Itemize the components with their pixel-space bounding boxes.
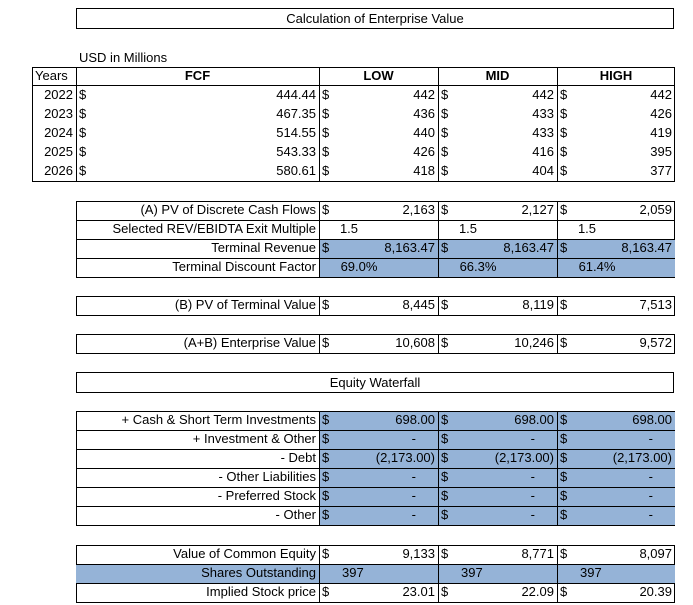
waterfall-mid: - — [530, 488, 535, 503]
low-value: 418 — [413, 163, 435, 178]
fcf-currency: $ — [79, 163, 87, 178]
waterfall-high: 698.00 — [632, 412, 672, 427]
waterfall-low: 698.00 — [395, 412, 435, 427]
multiple-low: 1.5 — [339, 221, 359, 236]
waterfall-label: - Other — [275, 507, 316, 522]
low-value-currency: $ — [322, 125, 330, 140]
discount-low: 69.0% — [340, 259, 378, 274]
low-value-currency: $ — [322, 144, 330, 159]
high-value-currency: $ — [560, 144, 568, 159]
waterfall-label: - Debt — [280, 450, 316, 465]
low-value: 426 — [413, 144, 435, 159]
high-value: 395 — [650, 144, 672, 159]
low-value-currency: $ — [322, 106, 330, 121]
waterfall-mid: 698.00 — [514, 412, 554, 427]
fcf-value: 543.33 — [276, 144, 316, 159]
terminal-high: 7,513 — [639, 297, 672, 312]
waterfall-label: + Cash & Short Term Investments — [121, 412, 316, 427]
multiple-mid: 1.5 — [458, 221, 478, 236]
year-cell: 2023 — [44, 106, 73, 121]
fcf-value: 514.55 — [276, 125, 316, 140]
waterfall-high-currency: $ — [560, 488, 568, 503]
fcf-value: 467.35 — [276, 106, 316, 121]
mid-value-currency: $ — [441, 163, 449, 178]
discount-mid: 66.3% — [459, 259, 497, 274]
price-low-currency: $ — [322, 584, 330, 599]
enterprise-value-title: Calculation of Enterprise Value — [76, 8, 674, 29]
shares-mid: 397 — [461, 565, 483, 580]
year-cell: 2026 — [44, 163, 73, 178]
year-cell: 2025 — [44, 144, 73, 159]
waterfall-mid-currency: $ — [441, 488, 449, 503]
high-value-currency: $ — [560, 87, 568, 102]
common-equity-label: Value of Common Equity — [173, 546, 316, 561]
revenue-mid: 8,163.47 — [503, 240, 554, 255]
waterfall-mid-currency: $ — [441, 450, 449, 465]
low-value: 442 — [413, 87, 435, 102]
high-value-currency: $ — [560, 125, 568, 140]
waterfall-mid: (2,173.00) — [494, 450, 554, 465]
high-value: 442 — [650, 87, 672, 102]
equity-value-high-currency: $ — [560, 546, 568, 561]
terminal-low: 8,445 — [402, 297, 435, 312]
waterfall-high: (2,173.00) — [612, 450, 672, 465]
waterfall-low-currency: $ — [322, 450, 330, 465]
mid-value: 404 — [532, 163, 554, 178]
waterfall-low: - — [411, 488, 416, 503]
revenue-low: 8,163.47 — [384, 240, 435, 255]
shares-low: 397 — [342, 565, 364, 580]
shares-outstanding-label: Shares Outstanding — [201, 565, 316, 580]
waterfall-high-currency: $ — [560, 469, 568, 484]
waterfall-low-currency: $ — [322, 412, 330, 427]
years-header: Years — [35, 68, 68, 83]
waterfall-low-currency: $ — [322, 488, 330, 503]
fcf-value: 444.44 — [276, 87, 316, 102]
terminal-high-currency: $ — [560, 297, 568, 312]
pv-high-currency: $ — [560, 202, 568, 217]
high-value: 419 — [650, 125, 672, 140]
waterfall-high: - — [648, 507, 653, 522]
equity-waterfall-title: Equity Waterfall — [76, 372, 674, 393]
waterfall-mid: - — [530, 469, 535, 484]
pv-mid: 2,127 — [521, 202, 554, 217]
mid-header: MID — [485, 68, 510, 83]
waterfall-low: - — [411, 431, 416, 446]
ev-low: 10,608 — [395, 335, 435, 350]
equity-value-low: 9,133 — [402, 546, 435, 561]
mid-value-currency: $ — [441, 144, 449, 159]
fcf-header: FCF — [184, 68, 211, 83]
waterfall-low-currency: $ — [322, 507, 330, 522]
revenue-high-currency: $ — [560, 240, 568, 255]
high-value: 377 — [650, 163, 672, 178]
pv-low-currency: $ — [322, 202, 330, 217]
low-value-currency: $ — [322, 87, 330, 102]
terminal-revenue-label: Terminal Revenue — [211, 240, 316, 255]
terminal-mid-currency: $ — [441, 297, 449, 312]
equity-value-mid-currency: $ — [441, 546, 449, 561]
price-mid: 22.09 — [521, 584, 554, 599]
revenue-low-currency: $ — [322, 240, 330, 255]
price-low: 23.01 — [402, 584, 435, 599]
waterfall-mid-currency: $ — [441, 469, 449, 484]
enterprise-value-label: (A+B) Enterprise Value — [183, 335, 316, 350]
waterfall-high-currency: $ — [560, 431, 568, 446]
price-high: 20.39 — [639, 584, 672, 599]
waterfall-mid-currency: $ — [441, 412, 449, 427]
waterfall-high-currency: $ — [560, 450, 568, 465]
high-value: 426 — [650, 106, 672, 121]
mid-value: 433 — [532, 106, 554, 121]
revenue-high: 8,163.47 — [621, 240, 672, 255]
terminal-discount-label: Terminal Discount Factor — [172, 259, 316, 274]
ev-low-currency: $ — [322, 335, 330, 350]
terminal-mid: 8,119 — [522, 297, 554, 312]
high-header: HIGH — [599, 68, 633, 83]
mid-value: 442 — [532, 87, 554, 102]
multiple-high: 1.5 — [577, 221, 597, 236]
waterfall-low: (2,173.00) — [375, 450, 435, 465]
fcf-currency: $ — [79, 125, 87, 140]
waterfall-mid-currency: $ — [441, 431, 449, 446]
price-high-currency: $ — [560, 584, 568, 599]
pv-discrete-label: (A) PV of Discrete Cash Flows — [140, 202, 316, 217]
waterfall-label: - Other Liabilities — [218, 469, 316, 484]
waterfall-high: - — [648, 431, 653, 446]
waterfall-high-currency: $ — [560, 412, 568, 427]
waterfall-label: + Investment & Other — [192, 431, 316, 446]
ev-high-currency: $ — [560, 335, 568, 350]
waterfall-high: - — [648, 488, 653, 503]
low-header: LOW — [363, 68, 394, 83]
mid-value-currency: $ — [441, 106, 449, 121]
waterfall-low-currency: $ — [322, 469, 330, 484]
shares-high: 397 — [580, 565, 602, 580]
implied-price-label: Implied Stock price — [206, 584, 316, 599]
pv-high: 2,059 — [639, 202, 672, 217]
ev-mid-currency: $ — [441, 335, 449, 350]
waterfall-label: - Preferred Stock — [217, 488, 316, 503]
ev-high: 9,572 — [639, 335, 672, 350]
waterfall-mid-currency: $ — [441, 507, 449, 522]
revenue-mid-currency: $ — [441, 240, 449, 255]
equity-value-mid: 8,771 — [521, 546, 554, 561]
waterfall-high-currency: $ — [560, 507, 568, 522]
high-value-currency: $ — [560, 163, 568, 178]
waterfall-low-currency: $ — [322, 431, 330, 446]
pv-low: 2,163 — [402, 202, 435, 217]
year-cell: 2024 — [44, 125, 73, 140]
fcf-value: 580.61 — [276, 163, 316, 178]
mid-value-currency: $ — [441, 87, 449, 102]
low-value: 440 — [413, 125, 435, 140]
waterfall-low: - — [411, 507, 416, 522]
waterfall-mid: - — [530, 507, 535, 522]
terminal-low-currency: $ — [322, 297, 330, 312]
discount-high: 61.4% — [578, 259, 616, 274]
fcf-currency: $ — [79, 106, 87, 121]
low-value: 436 — [413, 106, 435, 121]
terminal-value-label: (B) PV of Terminal Value — [174, 297, 316, 312]
high-value-currency: $ — [560, 106, 568, 121]
waterfall-mid: - — [530, 431, 535, 446]
exit-multiple-label: Selected REV/EBIDTA Exit Multiple — [112, 221, 316, 236]
year-cell: 2022 — [44, 87, 73, 102]
waterfall-high: - — [648, 469, 653, 484]
equity-value-low-currency: $ — [322, 546, 330, 561]
fcf-currency: $ — [79, 144, 87, 159]
mid-value-currency: $ — [441, 125, 449, 140]
mid-value: 416 — [532, 144, 554, 159]
equity-value-high: 8,097 — [639, 546, 672, 561]
low-value-currency: $ — [322, 163, 330, 178]
price-mid-currency: $ — [441, 584, 449, 599]
fcf-currency: $ — [79, 87, 87, 102]
ev-mid: 10,246 — [514, 335, 554, 350]
pv-mid-currency: $ — [441, 202, 449, 217]
units-label: USD in Millions — [79, 50, 168, 65]
mid-value: 433 — [532, 125, 554, 140]
waterfall-low: - — [411, 469, 416, 484]
